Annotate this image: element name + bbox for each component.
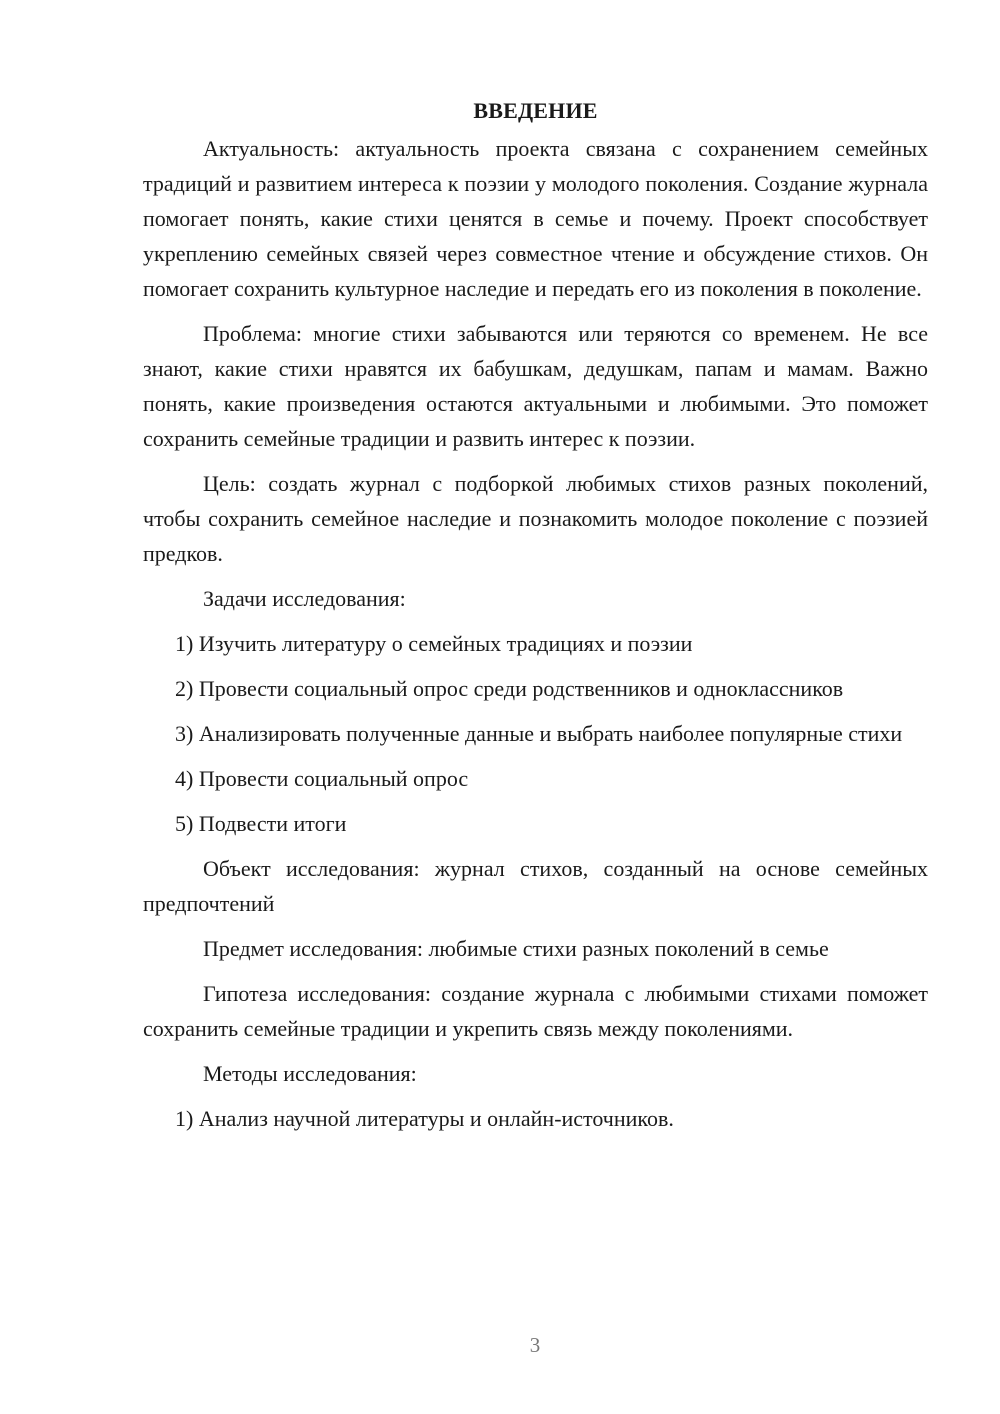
- method-item: 1) Анализ научной литературы и онлайн-источников.: [175, 1106, 674, 1131]
- relevance-paragraph: Актуальность: актуальность проекта связана с сохранением семейных традиций и развитием интереса к поэзии у молодого поколения. Создание журнала помогает понять, какие стихи ценятся в семье и почему. Проект способствует укреплению семейных связей через совместное чтение и обсуждение стихов. Он помогает сохранить культурное наследие и передать его из поколения в поколение.: [143, 136, 928, 301]
- task-item: 3) Анализировать полученные данные и выбрать наиболее популярные стихи: [175, 721, 903, 746]
- page-content: [143, 93, 928, 1146]
- section-title: ВВЕДЕНИЕ: [473, 98, 598, 123]
- task-item: 2) Провести социальный опрос среди родственников и одноклассников: [175, 676, 844, 701]
- task-item: 5) Подвести итоги: [175, 811, 347, 836]
- subject-paragraph: Предмет исследования: любимые стихи разных поколений в семье: [203, 936, 829, 961]
- problem-paragraph: Проблема: многие стихи забываются или теряются со временем. Не все знают, какие стихи нравятся их бабушкам, дедушкам, папам и мамам. Важно понять, какие произведения остаются актуальными и любимыми. Это поможет сохранить семейные традиции и развить интерес к поэзии.: [143, 321, 928, 451]
- task-item: 1) Изучить литературу о семейных традициях и поэзии: [175, 631, 693, 656]
- task-item: 4) Провести социальный опрос: [175, 766, 469, 791]
- tasks-heading: Задачи исследования:: [203, 586, 406, 611]
- hypothesis-paragraph: Гипотеза исследования: создание журнала с любимыми стихами поможет сохранить семейные традиции и укрепить связь между поколениями.: [143, 981, 928, 1041]
- methods-heading: Методы исследования:: [203, 1061, 417, 1086]
- object-paragraph: Объект исследования: журнал стихов, созданный на основе семейных предпочтений: [143, 856, 928, 916]
- page-number: 3: [529, 1333, 541, 1357]
- goal-paragraph: Цель: создать журнал с подборкой любимых стихов разных поколений, чтобы сохранить семейное наследие и познакомить молодое поколение с поэзией предков.: [143, 471, 928, 566]
